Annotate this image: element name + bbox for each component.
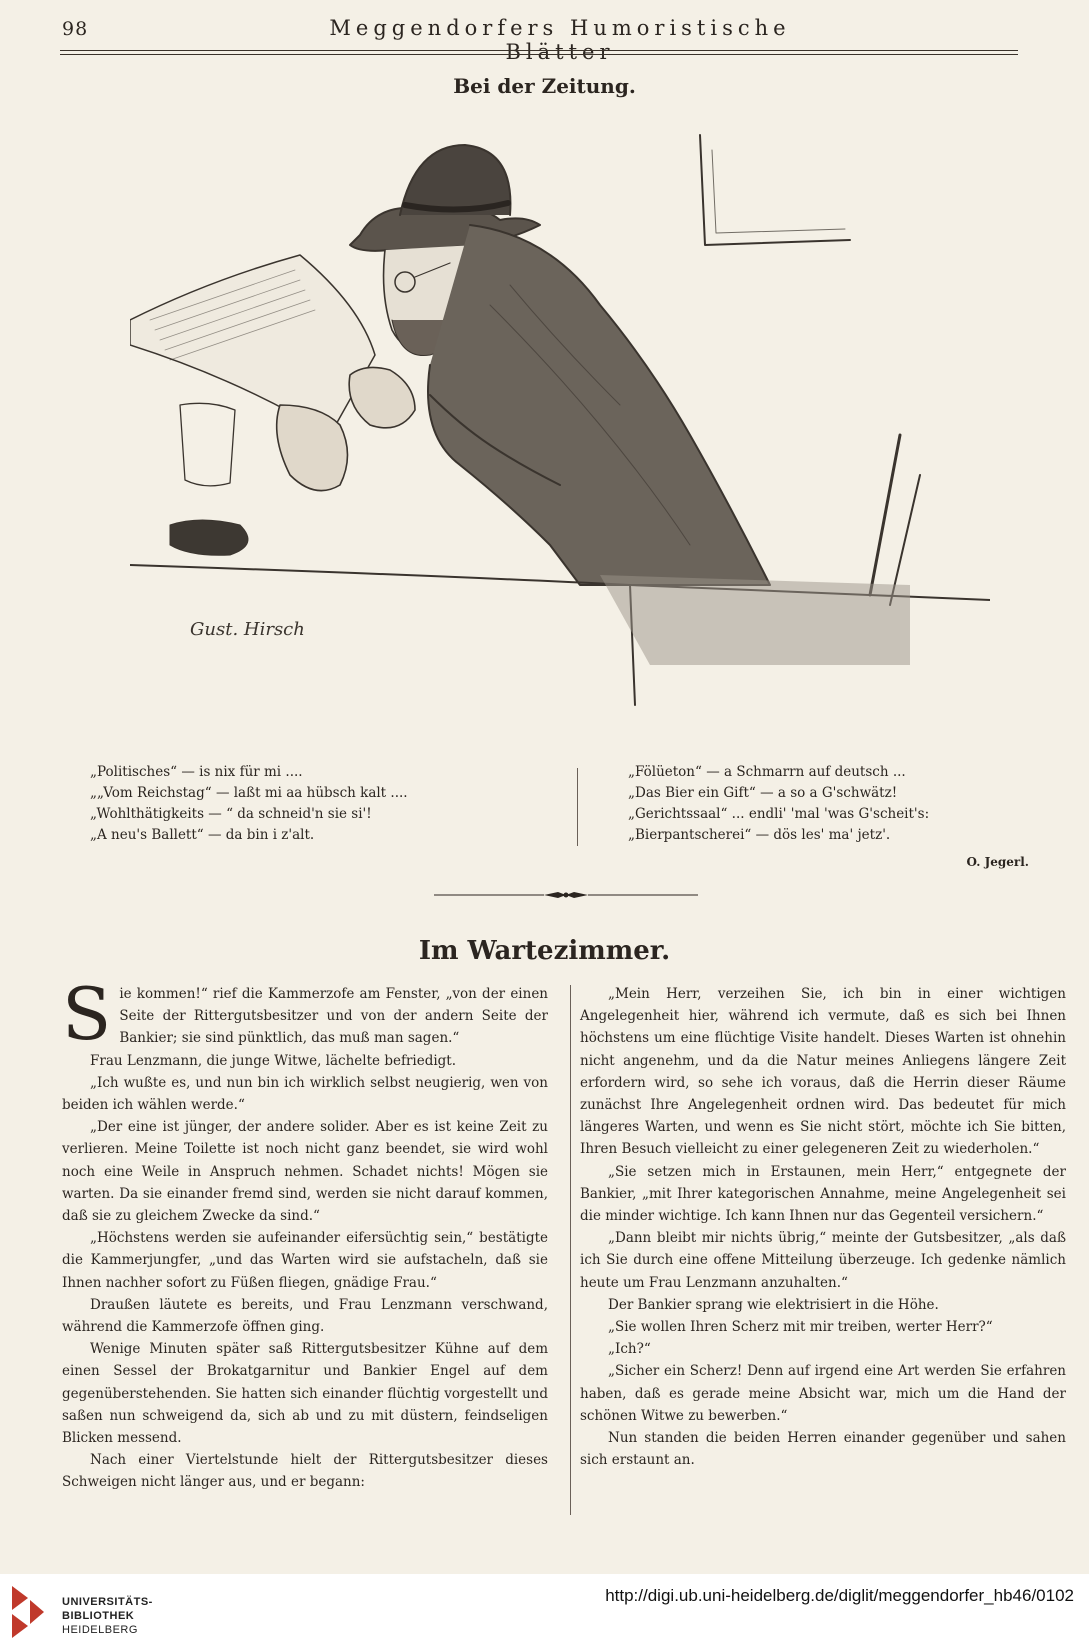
- story-paragraph: Draußen läutete es bereits, und Frau Lenzmann verschwand, während die Kammerzofe öffnen ging.: [62, 1296, 548, 1336]
- poem-line: „A neu's Ballett“ — da bin i z'alt.: [90, 827, 315, 843]
- story-paragraph: „Der eine ist jünger, der andere solider. Aber es ist keine Zeit zu verlieren. Meine Toilette ist noch nicht ganz beendet, sie wird wohl noch eine Weile in Anspruch nehmen. Schadet nichts! Mögen sie warten. Da sie einander fremd sind, werden sie nicht darauf kommen, daß sie zu gleichem Zwecke da sind.“: [62, 1119, 548, 1225]
- story-paragraph: Wenige Minuten später saß Rittergutsbesitzer Kühne auf dem einen Sessel der Brokatgarnitur und Bankier Engel auf dem gegenüberstehenden. Sie hatten sich einander flüchtig vorgestellt und saßen nun schweigend da, sich ab und zu mit düstern, feindseligen Blicken messend.: [62, 1341, 548, 1447]
- story-paragraph: Der Bankier sprang wie elektrisiert in die Höhe.: [608, 1296, 939, 1313]
- poem-divider: [577, 768, 578, 846]
- source-url-link[interactable]: http://digi.ub.uni-heidelberg.de/diglit/meggendorfer_hb46/0102: [605, 1586, 1074, 1605]
- column-divider: [570, 985, 571, 1515]
- story-paragraph: „Dann bleibt mir nichts übrig,“ meinte der Gutsbesitzer, „als daß ich Sie durch eine offene Mitteilung überzeuge. Ich gedenke nämlich heute um Frau Lenzmann anzuhalten.“: [580, 1230, 1066, 1291]
- story-paragraph: Frau Lenzmann, die junge Witwe, lächelte befriedigt.: [90, 1052, 457, 1069]
- poem-line: „Politisches“ — is nix für mi ....: [90, 764, 303, 780]
- illustration-signature: Gust. Hirsch: [190, 619, 305, 640]
- poem-left-column: [90, 762, 560, 846]
- story-paragraph: „Ich wußte es, und nun bin ich wirklich selbst neugierig, wen von beiden ich wählen werde.“: [62, 1074, 548, 1114]
- poem-line: „Gerichtssaal“ ... endli' 'mal 'was G'scheit's:: [628, 806, 930, 822]
- story-paragraph: Nun standen die beiden Herren einander gegenüber und sahen sich erstaunt an.: [580, 1430, 1066, 1469]
- header-rule-thin: [60, 54, 1018, 55]
- illustration-man-reading-newspaper: [130, 105, 990, 725]
- poem-line: „Fölüeton“ — a Schmarrn auf deutsch ...: [628, 764, 906, 780]
- poem-line: „„Vom Reichstag“ — laßt mi aa hübsch kalt ....: [90, 785, 408, 801]
- story-paragraph: Sie kommen!“ rief die Kammerzofe am Fenster, „von der einen Seite der Rittergutsbesitzer und von der andern Seite der Bankier; sie sind pünktlich, das muß man sagen.“: [62, 972, 548, 1056]
- page-number: 98: [62, 18, 89, 40]
- library-name-line: UNIVERSITÄTS-: [62, 1596, 153, 1608]
- viewer-footer: [0, 1574, 1089, 1650]
- article-title-wartezimmer: Im Wartezimmer.: [418, 936, 671, 966]
- story-paragraph: „Sicher ein Scherz! Denn auf irgend eine Art werden Sie erfahren haben, daß es gerade meine Absicht war, mich um die Hand der schönen Witwe zu bewerben.“: [580, 1363, 1066, 1424]
- library-name-line: HEIDELBERG: [62, 1624, 138, 1636]
- story-paragraph: Nach einer Viertelstunde hielt der Rittergutsbesitzer dieses Schweigen nicht länger aus, und er begann:: [62, 1452, 548, 1491]
- story-paragraph: „Sie wollen Ihren Scherz mit mir treiben, werter Herr?“: [608, 1319, 993, 1336]
- university-seal-icon: [8, 1584, 48, 1640]
- drop-cap: S: [62, 972, 112, 1056]
- library-name-line: BIBLIOTHEK: [62, 1610, 135, 1622]
- story-paragraph: „Mein Herr, verzeihen Sie, ich bin in einer wichtigen Angelegenheit hier, während ich vermute, daß es sich bei Ihnen höchstens um eine flüchtige Visite handelt. Dieses Warten ist ohnehin nicht angenehm, und da die Natur meines Anliegens längere Zeit erfordern wird, so sehe ich voraus, daß die Herrin dieser Räume zunächst Ihre Angelegenheit ordnen wird. Das bedeutet für mich längeres Warten, und wenn es Sie nicht stört, möchte ich Sie bitten, Ihren Besuch vielleicht zu einer gelegeneren Zeit zu wiederholen.“: [580, 986, 1066, 1158]
- poem-right-column: [628, 762, 1038, 846]
- story-paragraph: „Ich?“: [608, 1341, 651, 1358]
- story-paragraph: „Sie setzen mich in Erstaunen, mein Herr,“ entgegnete der Bankier, „mit Ihrer kategorischen Annahme, meine Angelegenheit sei die minder wichtige. Ich kann Ihnen nur das Gegenteil versichern.“: [580, 1163, 1066, 1225]
- story-paragraph: „Höchstens werden sie aufeinander eifersüchtig sein,“ bestätigte die Kammerjungfer, „und das Warten wird sie aufstacheln, daß sie Ihnen nachher sofort zu Füßen fliegen, gnädige Frau.“: [62, 1230, 548, 1291]
- page-header: [0, 0, 1089, 64]
- story-right-column: [580, 983, 1066, 1471]
- header-rule: [60, 50, 1018, 51]
- poem-line: „Wohlthätigkeits — “ da schneid'n sie si'!: [90, 806, 372, 822]
- story-left-column: [62, 972, 548, 1494]
- article-title-zeitung: Bei der Zeitung.: [453, 74, 636, 98]
- poem-line: „Bierpantscherei“ — dös les' ma' jetz'.: [628, 827, 891, 843]
- poem-author: O. Jegerl.: [966, 855, 1029, 869]
- section-ornament: [434, 888, 698, 902]
- running-title: Meggendorfers Humoristische Blätter: [329, 16, 791, 64]
- poem-line: „Das Bier ein Gift“ — a so a G'schwätz!: [628, 785, 898, 801]
